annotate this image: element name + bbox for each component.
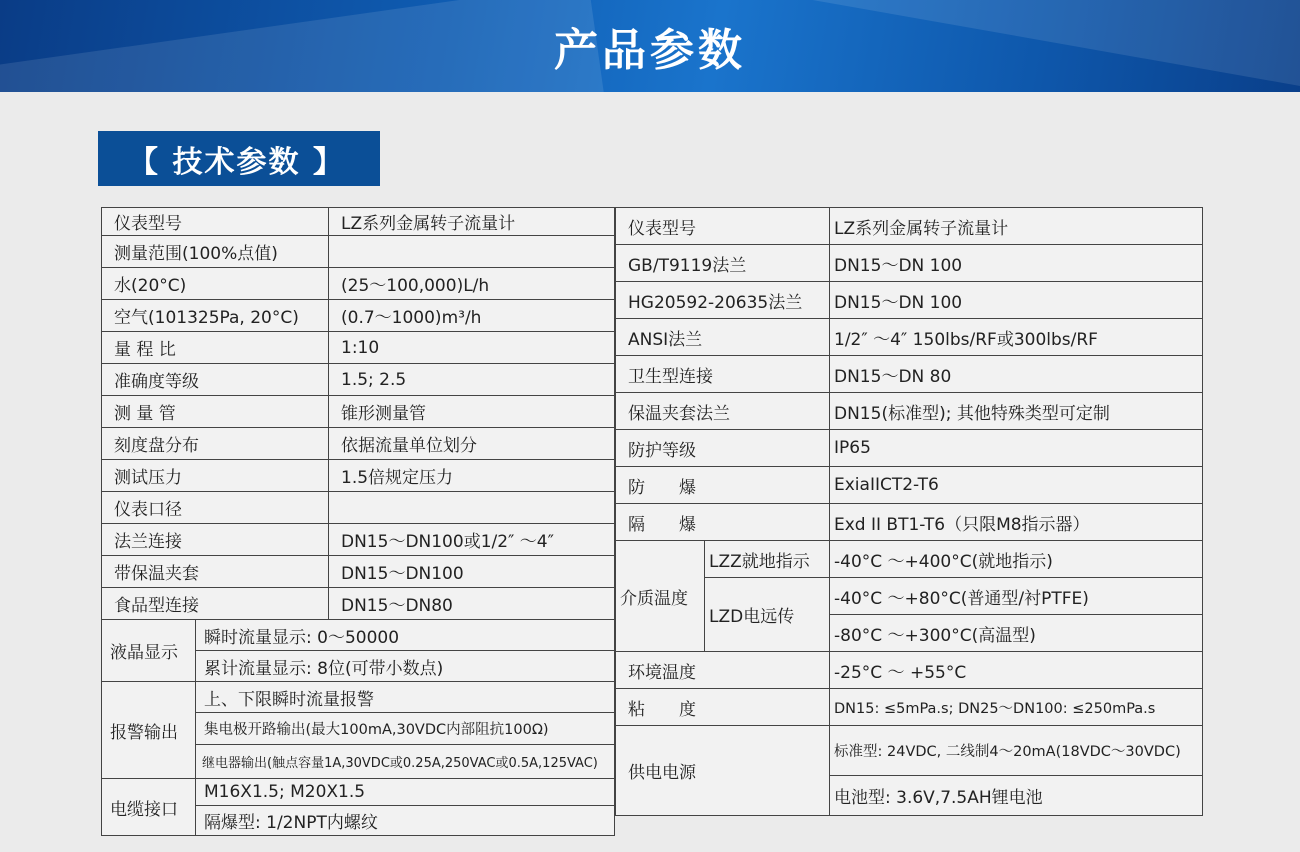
param-label: HG20592-20635法兰 <box>616 282 830 319</box>
param-value: 依据流量单位划分 <box>329 428 615 460</box>
header-banner <box>0 0 1300 92</box>
table-row <box>616 504 1203 541</box>
param-value: LZ系列金属转子流量计 <box>830 208 1203 245</box>
table-row <box>102 332 615 364</box>
param-value: DN15～DN 100 <box>830 245 1203 282</box>
param-value: 1.5; 2.5 <box>329 364 615 396</box>
param-label: 防护等级 <box>616 430 830 467</box>
param-value: DN15: ≤5mPa.s; DN25～DN100: ≤250mPa.s <box>830 689 1203 726</box>
param-value: ExiaIICT2-T6 <box>830 467 1203 504</box>
table-row <box>102 396 615 428</box>
table-row <box>616 319 1203 356</box>
table-row <box>616 245 1203 282</box>
param-value: LZ系列金属转子流量计 <box>329 208 615 236</box>
param-value: DN15(标准型); 其他特殊类型可定制 <box>830 393 1203 430</box>
table-row <box>102 460 615 492</box>
param-value: 累计流量显示: 8位(可带小数点) <box>196 651 615 682</box>
param-value: 隔爆型: 1/2NPT内螺纹 <box>196 806 615 836</box>
table-row <box>102 364 615 396</box>
table-row <box>616 689 1203 726</box>
param-label: 食品型连接 <box>102 588 329 620</box>
table-row <box>102 682 615 713</box>
param-value: 集电极开路输出(最大100mA,30VDC内部阻抗100Ω) <box>196 713 615 745</box>
param-label: 卫生型连接 <box>616 356 830 393</box>
spec-table-left <box>101 207 615 836</box>
sub-label-lzz: LZZ就地指示 <box>705 541 830 578</box>
param-value: 1/2″ ～4″ 150lbs/RF或300lbs/RF <box>830 319 1203 356</box>
param-value: DN15～DN100 <box>329 556 615 588</box>
param-label: 测试压力 <box>102 460 329 492</box>
table-row <box>102 268 615 300</box>
group-label-alarm: 报警输出 <box>102 682 196 779</box>
param-value <box>329 492 615 524</box>
param-value: -40°C ～+400°C(就地指示) <box>830 541 1203 578</box>
param-label: 准确度等级 <box>102 364 329 396</box>
param-value: DN15～DN 100 <box>830 282 1203 319</box>
param-label: 隔 爆 <box>616 504 830 541</box>
group-label-lcd: 液晶显示 <box>102 620 196 682</box>
group-label-medium-temp: 介质温度 <box>616 541 705 652</box>
param-label: ANSI法兰 <box>616 319 830 356</box>
param-label: 空气(101325Pa, 20°C) <box>102 300 329 332</box>
table-row <box>616 282 1203 319</box>
table-row <box>616 393 1203 430</box>
param-value: 锥形测量管 <box>329 396 615 428</box>
sub-label-lzd: LZD电远传 <box>705 578 830 652</box>
spec-table-right <box>615 207 1203 816</box>
param-label: 量 程 比 <box>102 332 329 364</box>
table-row <box>616 652 1203 689</box>
group-label-cable: 电缆接口 <box>102 779 196 836</box>
param-label: 法兰连接 <box>102 524 329 556</box>
table-row <box>102 588 615 620</box>
param-value: 电池型: 3.6V,7.5AH锂电池 <box>830 776 1203 816</box>
param-value: 瞬时流量显示: 0～50000 <box>196 620 615 651</box>
param-value: (25～100,000)L/h <box>329 268 615 300</box>
param-value: -80°C ～+300°C(高温型) <box>830 615 1203 652</box>
table-row <box>102 492 615 524</box>
param-value <box>329 236 615 268</box>
param-label: 水(20°C) <box>102 268 329 300</box>
table-row <box>616 541 1203 578</box>
page-title: 产品参数 <box>554 25 746 76</box>
param-value: -25°C ～ +55°C <box>830 652 1203 689</box>
param-value: 上、下限瞬时流量报警 <box>196 682 615 713</box>
table-row <box>616 356 1203 393</box>
table-row <box>102 524 615 556</box>
table-row <box>616 430 1203 467</box>
param-value: -40°C ～+80°C(普通型/衬PTFE) <box>830 578 1203 615</box>
param-label: 仪表口径 <box>102 492 329 524</box>
param-label: 测量范围(100%点值) <box>102 236 329 268</box>
param-label: 防 爆 <box>616 467 830 504</box>
table-row <box>616 467 1203 504</box>
table-row <box>102 428 615 460</box>
param-label: 保温夹套法兰 <box>616 393 830 430</box>
section-label: 【 技术参数 】 <box>98 131 380 186</box>
param-value: DN15～DN100或1/2″ ～4″ <box>329 524 615 556</box>
param-value: M16X1.5; M20X1.5 <box>196 779 615 806</box>
param-value: 1:10 <box>329 332 615 364</box>
param-value: 继电器输出(触点容量1A,30VDC或0.25A,250VAC或0.5A,125VAC) <box>196 745 615 779</box>
table-row <box>102 779 615 806</box>
param-label: 带保温夹套 <box>102 556 329 588</box>
param-value: Exd II BT1-T6（只限M8指示器） <box>830 504 1203 541</box>
table-row <box>616 578 1203 615</box>
group-label-power: 供电电源 <box>616 726 830 816</box>
table-row <box>102 208 615 236</box>
param-label: 环境温度 <box>616 652 830 689</box>
param-label: 仪表型号 <box>616 208 830 245</box>
table-row <box>102 556 615 588</box>
table-row <box>102 620 615 651</box>
table-row <box>616 726 1203 776</box>
param-label: 刻度盘分布 <box>102 428 329 460</box>
param-label: 仪表型号 <box>102 208 329 236</box>
param-value: DN15～DN80 <box>329 588 615 620</box>
param-value: DN15～DN 80 <box>830 356 1203 393</box>
table-row <box>102 236 615 268</box>
param-value: 标准型: 24VDC, 二线制4～20mA(18VDC～30VDC) <box>830 726 1203 776</box>
param-value: IP65 <box>830 430 1203 467</box>
param-value: (0.7～1000)m³/h <box>329 300 615 332</box>
param-value: 1.5倍规定压力 <box>329 460 615 492</box>
param-label: 粘 度 <box>616 689 830 726</box>
param-label: GB/T9119法兰 <box>616 245 830 282</box>
param-label: 测 量 管 <box>102 396 329 428</box>
table-row <box>102 300 615 332</box>
table-row <box>616 208 1203 245</box>
